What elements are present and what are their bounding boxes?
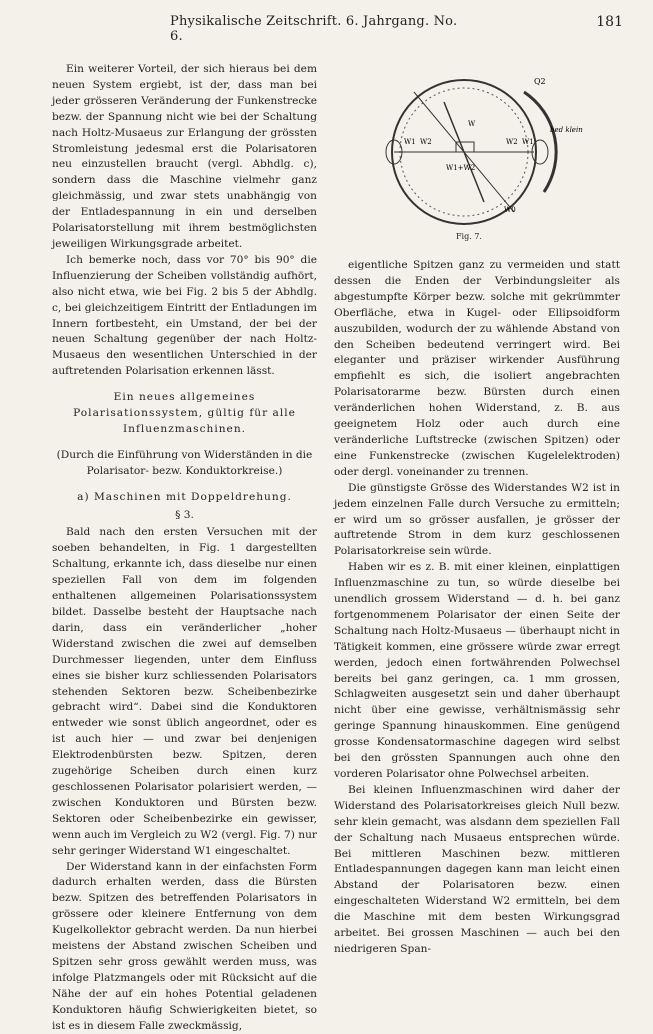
left-column	[52, 62, 317, 1034]
section-number: § 3.	[52, 508, 317, 524]
figure-7-diagram	[384, 62, 584, 242]
section-heading: Ein neues allgemeines Polarisationssystem, gültig für alle Influenzmaschinen.	[52, 390, 317, 438]
heading-note: (Durch die Einführung von Widerständen in die Polarisator- bezw. Konduktorkreise.)	[52, 448, 317, 480]
page-number: 181	[596, 14, 623, 30]
running-header: Physikalische Zeitschrift. 6. Jahrgang. No. 6.	[170, 14, 470, 44]
paragraph: Die günstigste Grösse des Widerstandes W2 ist in jedem einzelnen Falle durch Versuche zu ermitteln; er wird um so grösser ausfallen, je grösser der auftretende Strom in dem kurz geschlossenen Polarisatorkreise sein würde.	[334, 481, 620, 561]
figure-label: W2	[506, 138, 518, 146]
paragraph: Bei kleinen Influenzmaschinen wird daher der Widerstand des Polarisatorkreises gleich Null bezw. sehr klein gemacht, was alsdann dem speziellen Fall der Schaltung nach Musaeus entsprechen würde. Bei mittleren Maschinen bezw. mittleren Entladespannungen dagegen kann man leicht einen Abstand der Polarisatoren bezw. einen eingeschalteten Widerstand W2 ermitteln, bei dem die Maschine mit dem besten Wirkungsgrad arbeitet. Bei grossen Maschinen — auch bei den niedrigeren Span-	[334, 783, 620, 958]
figure-label: W2	[420, 138, 432, 146]
right-column	[334, 258, 620, 958]
figure-label: Q2	[534, 77, 546, 86]
paragraph: Ich bemerke noch, dass vor 70° bis 90° die Influenzierung der Scheiben vollständig aufhört, also nicht etwa, wie bei Fig. 2 bis 5 der Abhdlg. c, bei gleichzeitigem Eintritt der Entladungen im Innern fortbesteht, ein Umstand, der bei der neuen Schaltung gegenüber der nach Holtz-Musaeus den wesentlichen Unterschied in der auftretenden Polarisation erkennen lässt.	[52, 253, 317, 380]
paragraph: Haben wir es z. B. mit einer kleinen, einplattigen Influenzmaschine zu tun, so würde dieselbe bei unendlich grossem Widerstand — d. h. bei ganz fortgenommenem Polarisator der einen Seite der Schaltung nach Holtz-Musaeus — überhaupt nicht in Tätigkeit kommen, eine grössere würde zwar erregt werden, jedoch einen fortwährenden Polwechsel bereits bei ganz geringen, ca. 1 mm grossen, Schlagweiten ausgesetzt sein und daher überhaupt nicht über eine gewisse, verhältnismässig sehr geringe Spannung hinauskommen. Eine genügend grosse Kondensatormaschine dagegen wird selbst bei den grössten Spannungen auch ohne den vorderen Polarisator ohne Polwechsel arbeiten.	[334, 560, 620, 783]
figure-label: W1	[522, 138, 534, 146]
paragraph: Bald nach den ersten Versuchen mit der soeben behandelten, in Fig. 1 dargestellten Schaltung, erkannte ich, dass dieselbe nur einen speziellen Fall von dem im folgenden enthaltenen allgemeinen Polarisationssystem bildet. Dasselbe besteht der Hauptsache nach darin, dass ein veränderlicher „hoher Widerstand zwischen die zwei auf demselben Durchmesser liegenden, unter dem Einfluss eines sie bisher kurz schliessenden Polarisators stehenden Sektoren bezw. Scheibenbezirke gebracht wird“. Dabei sind die Konduktoren entweder wie sonst üblich angeordnet, oder es ist auch hier — und zwar bei denjenigen Elektrodenbürsten bezw. Spitzen, deren zugehörige Scheiben durch einen kurz geschlossenen Polarisator polarisiert werden, — zwischen Konduktoren und Bürsten bezw. Sektoren oder Scheibenbezirke ein gewisser, wenn auch im Vergleich zu W2 (vergl. Fig. 7) nur sehr geringer Widerstand W1 eingeschaltet.	[52, 525, 317, 859]
figure-label: W1+W2	[446, 164, 475, 172]
paragraph: Ein weiterer Vorteil, der sich hieraus bei dem neuen System ergiebt, ist der, dass man bei jeder grösseren Veränderung der Funkenstrecke bezw. der Spannung nicht wie bei der Schaltung nach Holtz-Musaeus zur Erlangung der grössten Stromleistung jedesmal erst die Polarisatoren neu einzustellen braucht (vergl. Abhdlg. c), sondern dass die Maschine vielmehr ganz gleichmässig, und zwar stets unabhängig von der Entladespannung in ein und derselben Polarisatorstellung mit ihrem bestmöglichsten jeweiligen Wirkungsgrade arbeitet.	[52, 62, 317, 253]
figure-label: W1	[404, 138, 416, 146]
paragraph: Der Widerstand kann in der einfachsten Form dadurch erhalten werden, dass die Bürsten bezw. Spitzen des betreffenden Polarisators in grössere oder kleinere Entfernung von dem Kugelkollektor gebracht werden. Da nun hierbei meistens der Abstand zwischen Scheiben und Spitzen sehr gross gewählt werden muss, was infolge Platzmangels oder mit Rücksicht auf die Nähe der auf ein hohes Potential geladenen Konduktoren häufig Schwierigkeiten bietet, so ist es in diesem Falle zweckmässig,	[52, 860, 317, 1034]
figure-label: W	[468, 120, 476, 128]
figure-label: bed klein	[550, 126, 583, 134]
figure-caption: Fig. 7.	[456, 232, 482, 241]
right-conductor	[532, 140, 548, 164]
subheading: a) Maschinen mit Doppeldrehung.	[52, 490, 317, 506]
resistor-box	[456, 142, 474, 152]
figure-label: W0	[504, 206, 516, 214]
paragraph: eigentliche Spitzen ganz zu vermeiden und statt dessen die Enden der Verbindungsleiter als abgestumpfte Körper bezw. solche mit gekrümmter Oberfläche, etwa in Kugel- oder Ellipsoidform auszubilden, wodurch der zu wählende Abstand von den Scheiben bedeutend verringert wird. Bei eleganter und präziser wirkender Ausführung empfiehlt es sich, die isoliert angebrachten Polarisatorarme bezw. Bürsten durch einen veränderlichen hohen Widerstand, z. B. aus geeignetem Holz oder auch durch eine veränderliche Luftstrecke (zwischen Spitzen) oder eine Funkenstrecke (zwischen Kugelelektroden) oder dergl. voneinander zu trennen.	[334, 258, 620, 481]
